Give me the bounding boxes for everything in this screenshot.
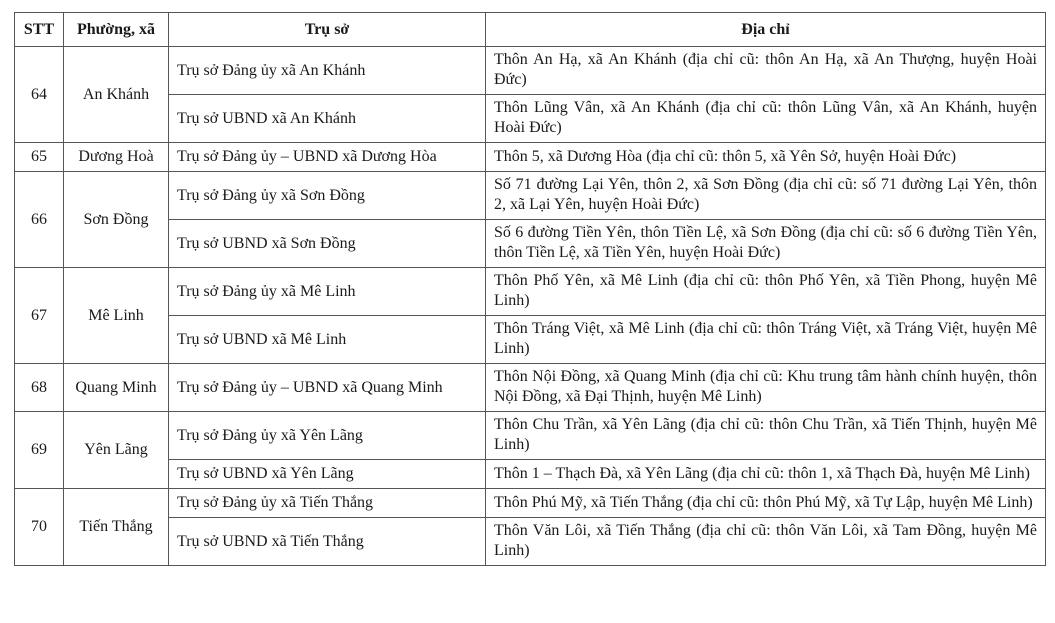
table-row [15,172,1046,220]
office-cell: Trụ sở Đảng ủy xã Yên Lãng [169,412,486,460]
address-cell: Thôn Lũng Vân, xã An Khánh (địa chỉ cũ: thôn Lũng Vân, xã An Khánh, huyện Hoài Đức) [486,95,1046,143]
address-cell: Số 71 đường Lại Yên, thôn 2, xã Sơn Đồng (địa chỉ cũ: số 71 đường Lại Yên, thôn 2, xã Lại Yên, huyện Hoài Đức) [486,172,1046,220]
table-row [15,518,1046,566]
ward-cell: Yên Lãng [64,412,169,489]
stt-cell: 67 [15,268,64,364]
table-row [15,143,1046,172]
table-row [15,220,1046,268]
office-cell: Trụ sở UBND xã An Khánh [169,95,486,143]
office-cell: Trụ sở Đảng ủy xã Mê Linh [169,268,486,316]
address-cell: Số 6 đường Tiền Yên, thôn Tiền Lệ, xã Sơn Đồng (địa chỉ cũ: số 6 đường Tiền Yên, thôn Tiền Lệ, xã Tiền Yên, huyện Hoài Đức) [486,220,1046,268]
header-address: Địa chỉ [486,13,1046,47]
office-cell: Trụ sở UBND xã Tiến Thắng [169,518,486,566]
office-cell: Trụ sở UBND xã Mê Linh [169,316,486,364]
header-row [15,13,1046,47]
table-row [15,412,1046,460]
ward-cell: Mê Linh [64,268,169,364]
stt-cell: 66 [15,172,64,268]
stt-cell: 68 [15,364,64,412]
office-cell: Trụ sở Đảng ủy xã Tiến Thắng [169,489,486,518]
ward-cell: Dương Hoà [64,143,169,172]
stt-cell: 65 [15,143,64,172]
address-cell: Thôn 1 – Thạch Đà, xã Yên Lãng (địa chỉ cũ: thôn 1, xã Thạch Đà, huyện Mê Linh) [486,460,1046,489]
table-row [15,364,1046,412]
address-cell: Thôn Phú Mỹ, xã Tiến Thắng (địa chỉ cũ: thôn Phú Mỹ, xã Tự Lập, huyện Mê Linh) [486,489,1046,518]
ward-cell: Tiến Thắng [64,489,169,566]
address-cell: Thôn Văn Lôi, xã Tiến Thắng (địa chỉ cũ: thôn Văn Lôi, xã Tam Đồng, huyện Mê Linh) [486,518,1046,566]
stt-cell: 69 [15,412,64,489]
office-cell: Trụ sở UBND xã Sơn Đồng [169,220,486,268]
table-row [15,460,1046,489]
table-row [15,95,1046,143]
address-cell: Thôn 5, xã Dương Hòa (địa chỉ cũ: thôn 5, xã Yên Sở, huyện Hoài Đức) [486,143,1046,172]
ward-cell: Sơn Đồng [64,172,169,268]
table-row [15,489,1046,518]
office-cell: Trụ sở Đảng ủy – UBND xã Quang Minh [169,364,486,412]
stt-cell: 64 [15,47,64,143]
header-office: Trụ sở [169,13,486,47]
address-cell: Thôn Phố Yên, xã Mê Linh (địa chỉ cũ: thôn Phố Yên, xã Tiền Phong, huyện Mê Linh) [486,268,1046,316]
table-body [15,47,1046,566]
address-cell: Thôn Nội Đồng, xã Quang Minh (địa chỉ cũ: Khu trung tâm hành chính huyện, thôn Nội Đồng, xã Đại Thịnh, huyện Mê Linh) [486,364,1046,412]
header-stt: STT [15,13,64,47]
headquarters-table [14,12,1046,566]
address-cell: Thôn Chu Trần, xã Yên Lãng (địa chỉ cũ: thôn Chu Trần, xã Tiến Thịnh, huyện Mê Linh) [486,412,1046,460]
office-cell: Trụ sở Đảng ủy xã An Khánh [169,47,486,95]
table-row [15,316,1046,364]
address-cell: Thôn An Hạ, xã An Khánh (địa chỉ cũ: thôn An Hạ, xã An Thượng, huyện Hoài Đức) [486,47,1046,95]
ward-cell: An Khánh [64,47,169,143]
header-ward: Phường, xã [64,13,169,47]
table-row [15,47,1046,95]
address-cell: Thôn Tráng Việt, xã Mê Linh (địa chỉ cũ: thôn Tráng Việt, xã Tráng Việt, huyện Mê Linh) [486,316,1046,364]
ward-cell: Quang Minh [64,364,169,412]
office-cell: Trụ sở UBND xã Yên Lãng [169,460,486,489]
stt-cell: 70 [15,489,64,566]
office-cell: Trụ sở Đảng ủy – UBND xã Dương Hòa [169,143,486,172]
office-cell: Trụ sở Đảng ủy xã Sơn Đồng [169,172,486,220]
table-row [15,268,1046,316]
